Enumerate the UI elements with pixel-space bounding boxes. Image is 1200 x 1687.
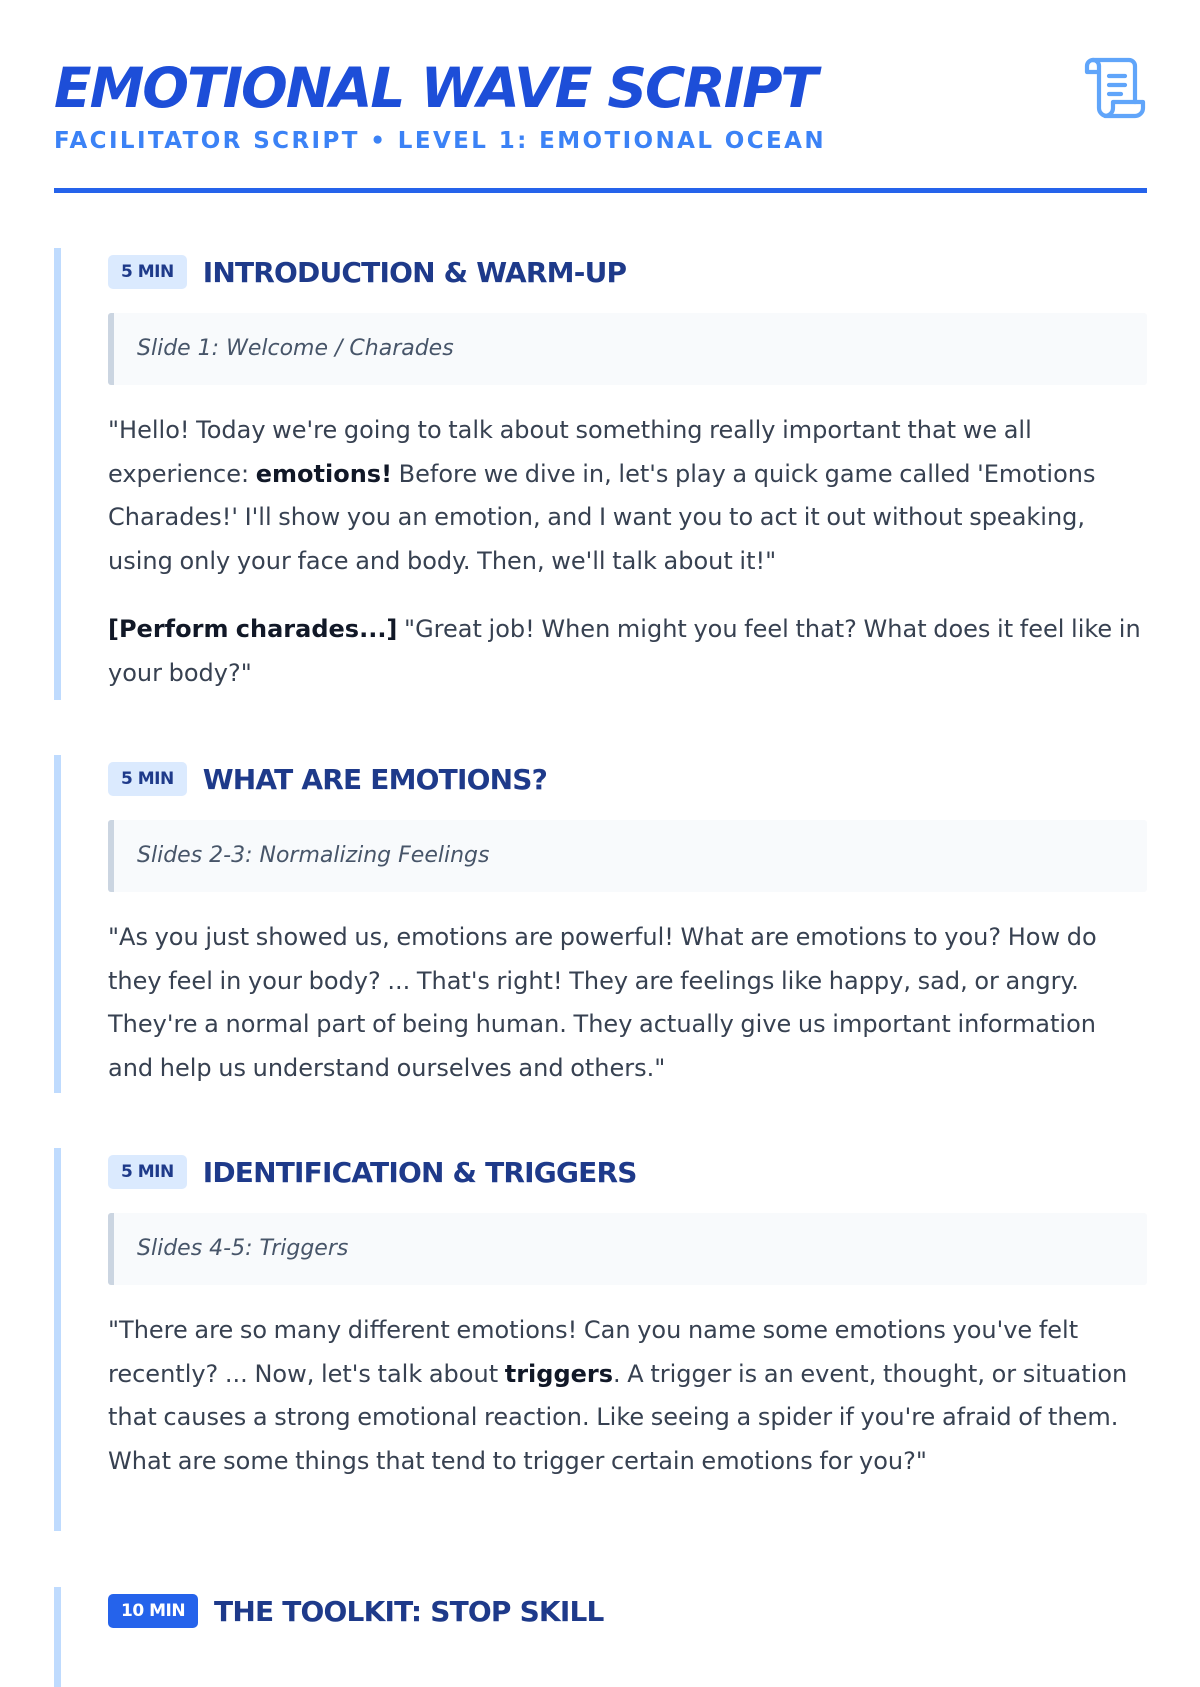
slide-note: Slides 2-3: Normalizing Feelings	[108, 820, 1147, 892]
section-what-are-emotions	[54, 755, 1147, 1093]
duration-badge: 10 MIN	[108, 1594, 198, 1628]
script-paragraph	[108, 409, 1147, 583]
text-run: "Hello! Today we're going to talk about something really important that we all experience:	[108, 416, 1032, 488]
duration-badge: 5 MIN	[108, 1155, 187, 1189]
script-paragraph: "As you just showed us, emotions are powerful! What are emotions to you? How do they feel in your body? ... That's right! They are feelings like happy, sad, or angry. They're a normal part of being human. They actually give us important information and help us understand ourselves and others."	[108, 923, 1097, 1082]
scroll-icon	[1083, 56, 1147, 120]
section-header	[108, 755, 1147, 803]
text-run: "Great job! When might you feel that? What does it feel like in your body?"	[108, 615, 1141, 687]
slide-note: Slides 4-5: Triggers	[108, 1213, 1147, 1285]
section-title: WHAT ARE EMOTIONS?	[202, 762, 548, 796]
section-header	[108, 248, 1147, 296]
section-toolkit	[54, 1587, 1147, 1687]
bold-term: emotions!	[255, 459, 393, 488]
script-page	[54, 0, 1147, 1628]
page-subtitle: FACILITATOR SCRIPT • LEVEL 1: EMOTIONAL OCEAN	[54, 128, 826, 154]
slide-note: Slide 1: Welcome / Charades	[108, 313, 1147, 385]
page-title: EMOTIONAL WAVE SCRIPT	[54, 56, 817, 120]
page-header	[54, 0, 1147, 193]
section-identification-triggers	[54, 1148, 1147, 1531]
text-run: "There are so many different emotions! Can you name some emotions you've felt recently? ... Now, let's talk about	[108, 1316, 1079, 1388]
section-title: IDENTIFICATION & TRIGGERS	[202, 1155, 637, 1189]
stage-direction: [Perform charades...]	[108, 615, 398, 643]
section-title: THE TOOLKIT: STOP SKILL	[214, 1594, 604, 1628]
section-title: INTRODUCTION & WARM-UP	[202, 255, 627, 289]
text-run: . A trigger is an event, thought, or situation that causes a strong emotional reaction. Like seeing a spider if you're afraid of them. What are some things that tend to trigger certain emotions for you?"	[108, 1359, 1128, 1475]
duration-badge: 5 MIN	[108, 255, 187, 289]
bold-term: triggers	[504, 1359, 614, 1388]
script-paragraph	[108, 1309, 1147, 1483]
section-header	[108, 1148, 1147, 1196]
text-run: Before we dive in, let's play a quick game called 'Emotions Charades!' I'll show you an emotion, and I want you to act it out without speaking, using only your face and body. Then, we'll talk about it!"	[108, 459, 1096, 575]
section-header	[108, 1587, 1147, 1635]
script-paragraph	[108, 608, 1147, 695]
section-introduction	[54, 248, 1147, 700]
duration-badge: 5 MIN	[108, 762, 187, 796]
